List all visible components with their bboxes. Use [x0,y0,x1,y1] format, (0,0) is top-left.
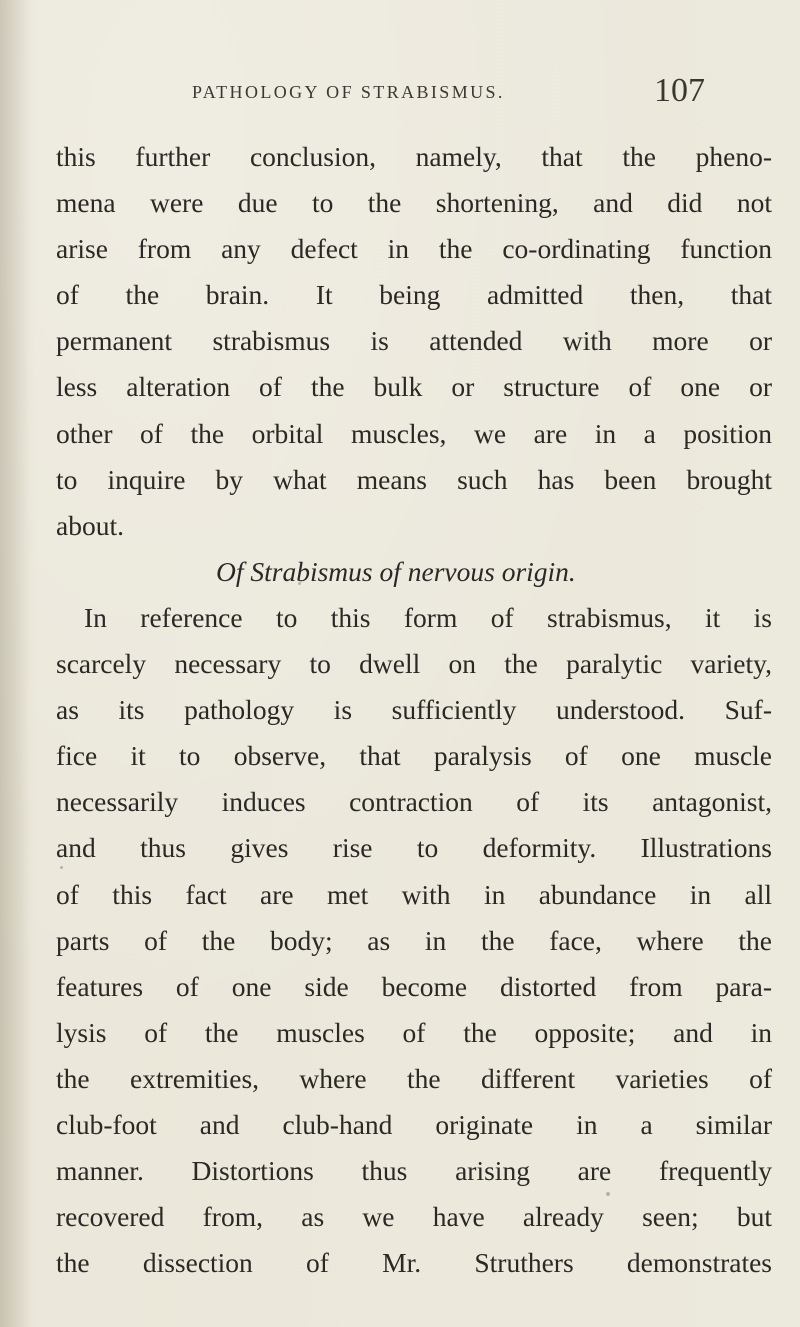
text-line: less alteration of the bulk or structure of one or [56,371,772,403]
text-line: to inquire by what means such has been brought [56,463,772,495]
text-line: about. [56,509,124,541]
page-number: 107 [654,72,705,109]
page-header [0,72,800,112]
text-line: lysis of the muscles of the opposite; and in [56,1016,772,1048]
text-line: club-foot and club-hand originate in a similar [56,1108,772,1140]
text-line: other of the orbital muscles, we are in a position [56,417,772,449]
body-text [56,134,772,1286]
text-line: manner. Distortions thus arising are frequently [56,1155,772,1187]
paper-speck [60,866,63,869]
binding-gutter-shadow [0,0,30,1327]
paper-speck [298,582,301,585]
text-line: In reference to this form of strabismus, it is [84,601,772,633]
text-line: necessarily induces contraction of its antagonist, [56,786,772,818]
text-line: the extremities, where the different varieties of [56,1062,772,1094]
text-line: of the brain. It being admitted then, that [56,279,772,311]
text-line: scarcely necessary to dwell on the paralytic variety, [56,648,772,680]
text-line: this further conclusion, namely, that the pheno- [56,141,772,172]
text-line: as its pathology is sufficiently understood. Suf- [56,694,772,726]
text-line: recovered from, as we have already seen; but [56,1201,772,1233]
text-line: mena were due to the shortening, and did not [56,187,772,219]
text-line: the dissection of Mr. Struthers demonstrates [56,1247,772,1279]
running-head: PATHOLOGY OF STRABISMUS. [192,82,505,102]
text-line: and thus gives rise to deformity. Illustrations [56,832,772,864]
text-line: arise from any defect in the co-ordinating function [56,233,772,265]
text-line: fice it to observe, that paralysis of one muscle [56,740,772,772]
text-line: permanent strabismus is attended with more or [56,325,772,357]
section-heading: Of Strabismus of nervous origin. [216,555,576,587]
text-line: of this fact are met with in abundance in all [56,878,772,910]
paper-speck [606,1192,610,1196]
text-line: features of one side become distorted from para- [56,970,772,1002]
text-line: parts of the body; as in the face, where the [56,924,772,956]
